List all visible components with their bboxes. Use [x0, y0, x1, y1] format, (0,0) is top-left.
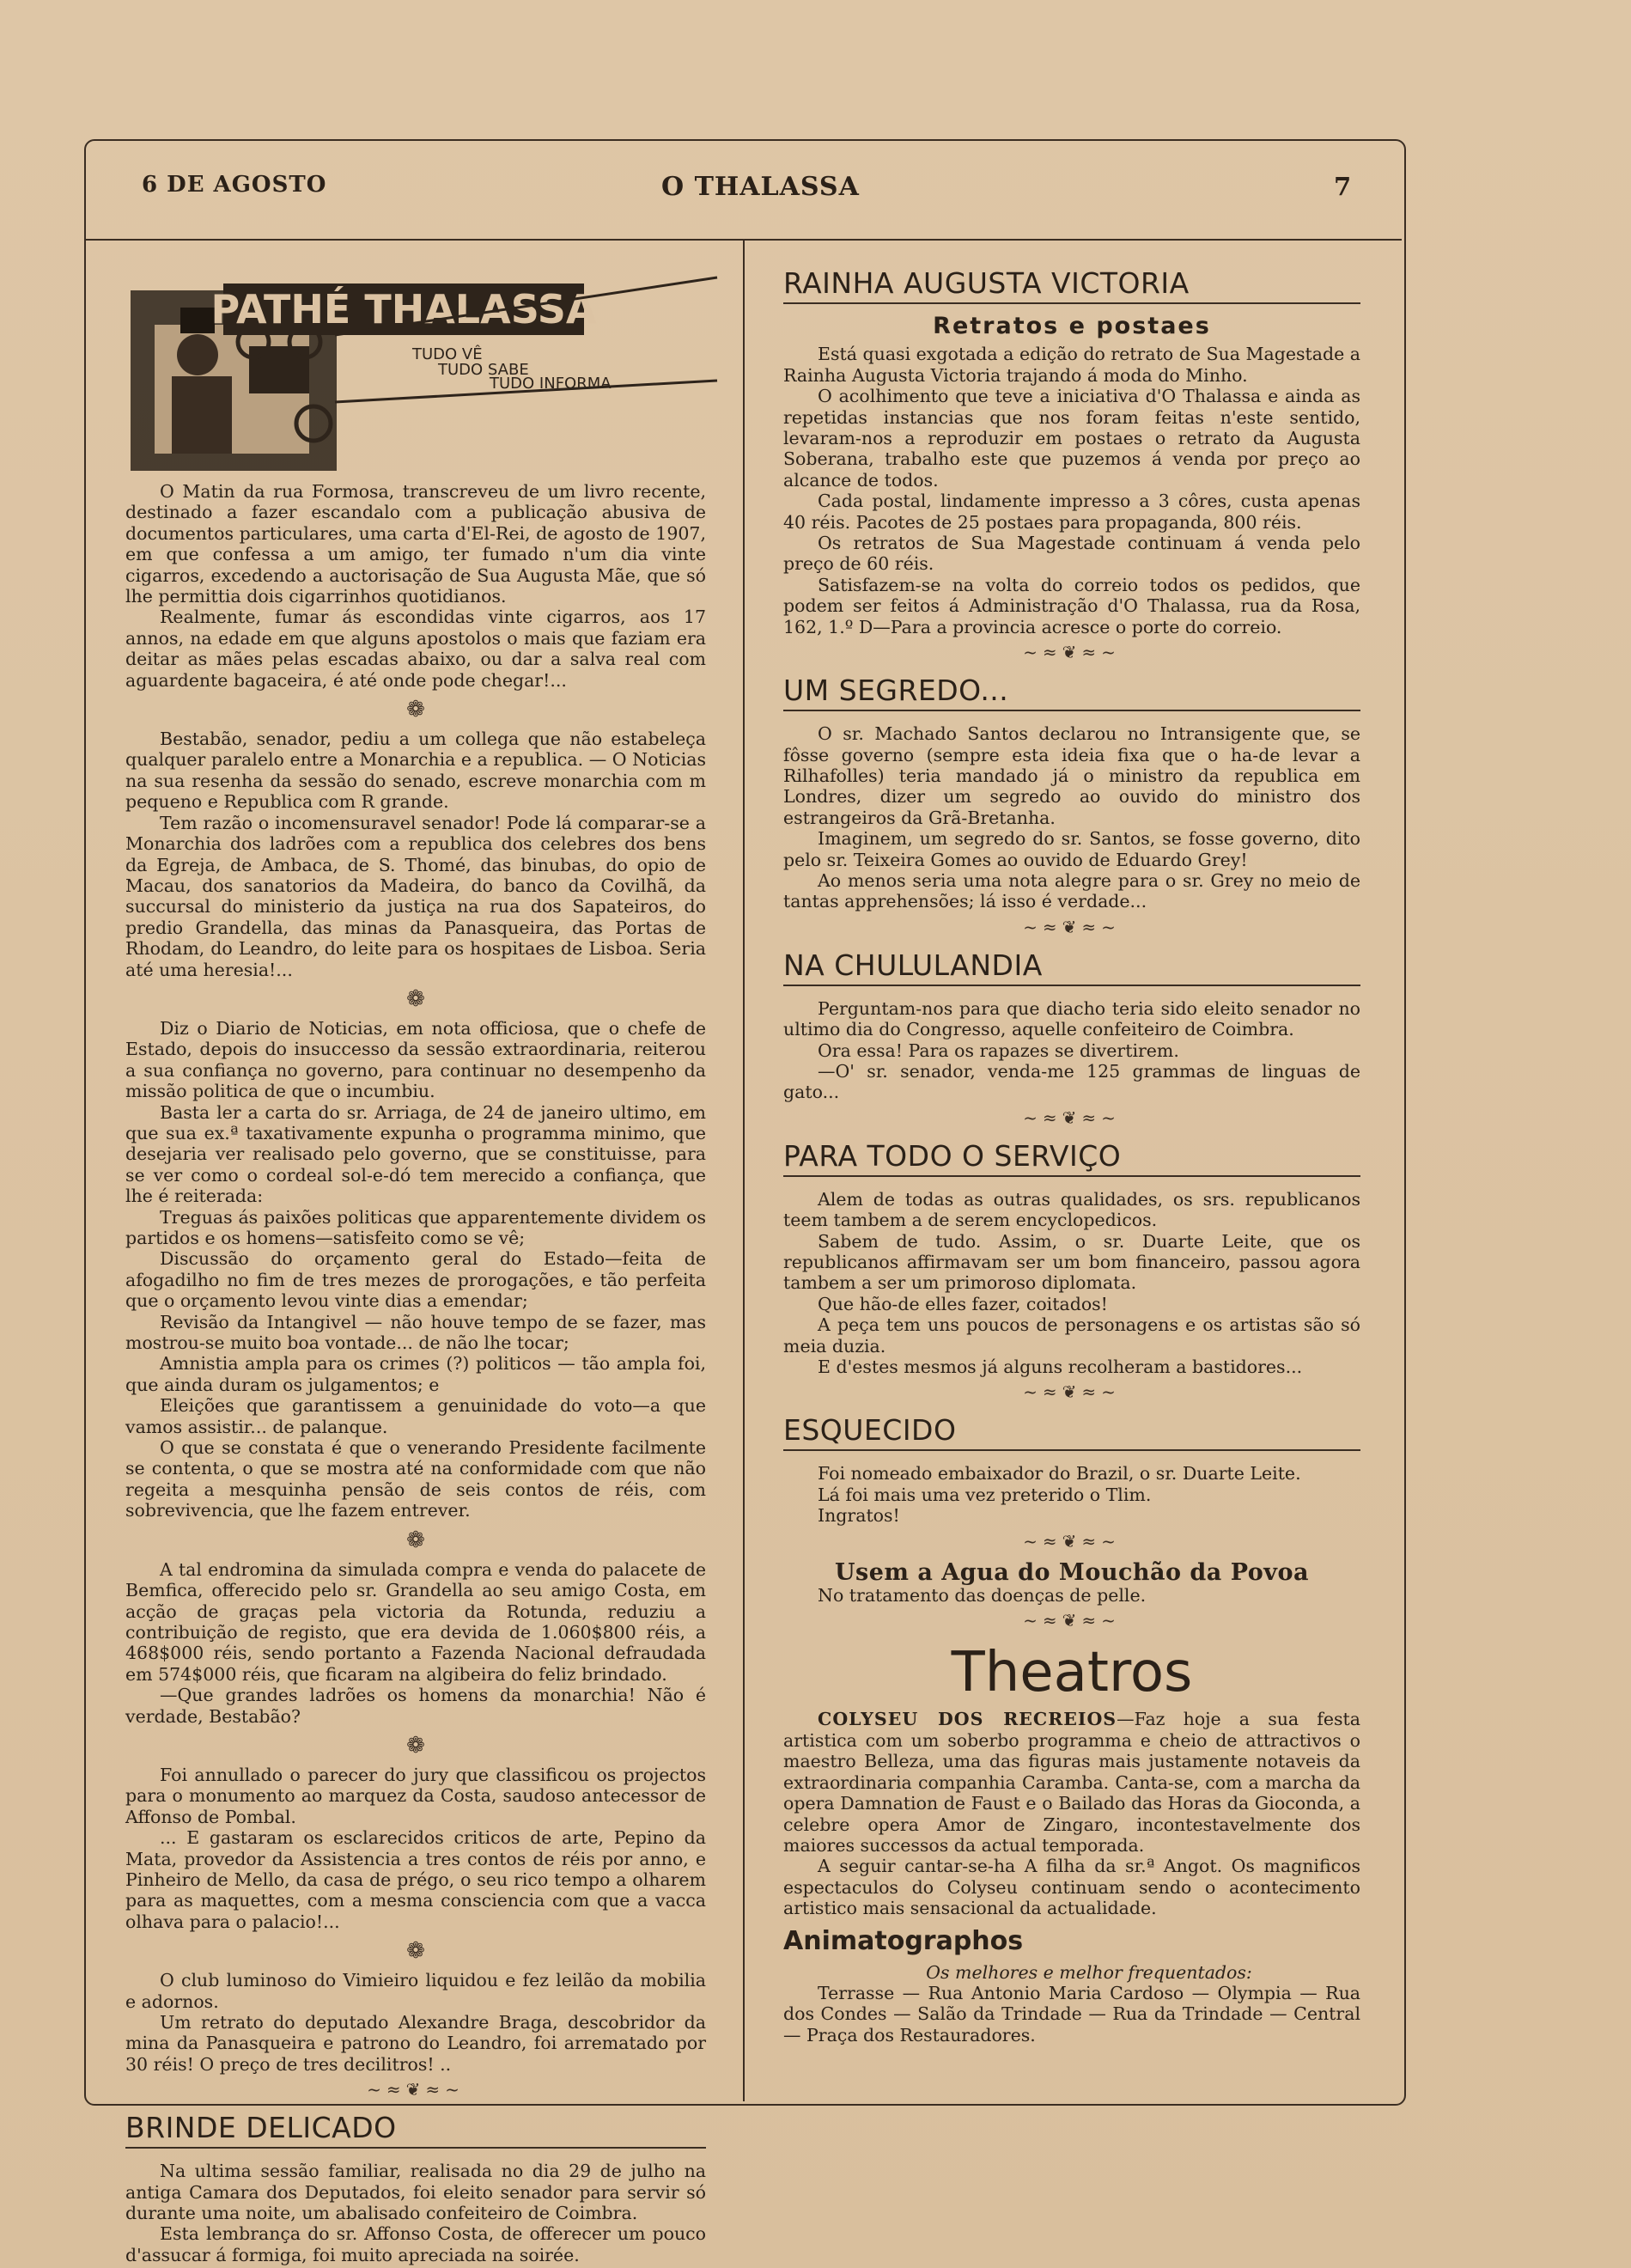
paragraph: A peça tem uns poucos de personagens e os artistas são só meia duzia.: [783, 1314, 1360, 1357]
advert-subtitle: No tratamento das doenças de pelle.: [818, 1585, 1147, 1606]
paragraph: Basta ler a carta do sr. Arriaga, de 24 de janeiro ultimo, em que sua ex.ª taxativamente expunha o programma minimo, que desejaria ver realisado pelo governo, que se constituisse, para se ver como o cordeal sol-e-dó tem merecido a confiança, que lhe é reiterada:: [125, 1101, 706, 1207]
paragraph: Diz o Diario de Noticias, em nota officiosa, que o chefe de Estado, depois do insuccesso da sessão extraordinaria, reiterou a sua confiança no governo, para continuar no desempenho da missão politica de que o incumbiu.: [125, 1017, 706, 1102]
flower-ornament: ❁: [406, 1938, 425, 1965]
flower-ornament: ❁: [406, 1527, 425, 1553]
paragraph: E d'estes mesmos já alguns recolheram a bastidores...: [818, 1357, 1303, 1378]
paragraph: Ao menos seria uma nota alegre para o sr. Grey no meio de tantas apprehensões; lá isso é verdade...: [783, 869, 1360, 912]
animatographos-subtitle: Os melhores e melhor frequentados:: [926, 1961, 1252, 1983]
flower-ornament: ❁: [406, 1732, 425, 1759]
theatre-text: —Faz hoje a sua festa artistica com um soberbo programma e cheio de attractivos o maestro Belleza, uma das figuras mais justamente notaveis da extraordinaria companhia Caramba. Canta-se, com a marcha da opera Damnation de Faust e o Bailado das Horas da Gioconda, a celebre opera Amor de Zingaro, incontestavelmente dos maiores successos da actual temporada.: [783, 1709, 1360, 1856]
paragraph: —Que grandes ladrões os homens da monarchia! Não é verdade, Bestabão?: [125, 1685, 706, 1727]
column-divider: [743, 239, 745, 2101]
section-title-brinde: BRINDE DELICADO: [125, 2111, 397, 2145]
paragraph: Revisão da Intangivel — não houve tempo de se fazer, mas mostrou-se muito boa vontade... de não lhe tocar;: [125, 1311, 706, 1354]
right-column: [783, 266, 1360, 2045]
section-rule: [783, 985, 1360, 986]
divider-ornament: ~≈❦≈~: [1023, 1381, 1121, 1403]
paragraph: O sr. Machado Santos declarou no Intransigente que, se fôsse governo (sempre esta ideia fixa que o ha-de levar a Rilhafolles) teria mandado já o ministro da republica em Londres, dizer um segredo ao ouvido do ministro dos estrangeiros da Grã-Bretanha.: [783, 723, 1360, 828]
paragraph: A seguir cantar-se-ha A filha da sr.ª Angot. Os magnificos espectaculos do Colyseu continuam sendo o acontecimento artistico mais sensacional da actualidade.: [783, 1856, 1360, 1919]
flower-ornament: ❁: [406, 697, 425, 723]
paragraph: ... E gastaram os esclarecidos criticos de arte, Pepino da Mata, provedor da Assistencia a tres contos de réis por anno, e Pinheiro de Mello, da casa de prégo, o seu rico tempo a olharem para as maquettes, com a mesma consciencia com que a vacca olhava para o palacio!...: [125, 1827, 706, 1932]
paragraph: Foi annullado o parecer do jury que classificou os projectos para o monumento ao marquez da Costa, saudoso antecessor de Affonso de Pombal.: [125, 1764, 706, 1827]
paragraph: O Matin da rua Formosa, transcreveu de um livro recente, destinado a fazer escandalo com a publicação abusiva de documentos particulares, uma carta d'El-Rei, de agosto de 1907, em que confessa a um amigo, ter fumado n'um dia vinte cigarros, excedendo a auctorisação de Sua Augusta Mãe, que só lhe permittia dois cigarrinhos quotidianos.: [125, 481, 706, 607]
paragraph: Cada postal, lindamente impresso a 3 côres, custa apenas 40 réis. Pacotes de 25 postaes para propaganda, 800 réis.: [783, 491, 1360, 533]
divider-ornament: ~≈❦≈~: [367, 2079, 465, 2100]
section-title-chululandia: NA CHULULANDIA: [783, 948, 1043, 982]
masthead-illustration: [129, 273, 721, 479]
paragraph: Esta lembrança do sr. Affonso Costa, de offerecer um pouco d'assucar á formiga, foi muito apreciada na soirée.: [125, 2223, 706, 2265]
issue-date: 6 DE AGOSTO: [142, 172, 327, 198]
paragraph: O club luminoso do Vimieiro liquidou e fez leilão da mobilia e adornos.: [125, 1970, 706, 2012]
section-rule: [783, 302, 1360, 304]
section-rule: [125, 2147, 706, 2149]
masthead-logo: PATHÉ THALASSA: [210, 286, 597, 332]
theatre-name: COLYSEU DOS RECREIOS: [818, 1709, 1117, 1730]
paragraph: Imaginem, um segredo do sr. Santos, se fosse governo, dito pelo sr. Teixeira Gomes ao ouvido de Eduardo Grey!: [783, 828, 1360, 870]
paragraph: Um retrato do deputado Alexandre Braga, descobridor da mina da Panasqueira e patrono do Leandro, foi arrematado por 30 réis! O preço de tres decilitros! ..: [125, 2012, 706, 2075]
paragraph: Perguntam-nos para que diacho teria sido eleito senador no ultimo dia do Congresso, aquelle confeiteiro de Coimbra.: [783, 997, 1360, 1040]
paragraph: A tal endromina da simulada compra e venda do palacete de Bemfica, offerecido pelo sr. Grandella ao seu amigo Costa, em acção de graças pela victoria da Rotunda, reduziu a contribuição de registo, que era devida de 1.060$800 réis, a 468$000 réis, sendo portanto a Fazenda Nacional defraudada em 574$000 réis, que ficaram na algibeira do feliz brindado.: [125, 1558, 706, 1685]
paragraph: Ingratos!: [818, 1505, 900, 1527]
paragraph: Eleições que garantissem a genuinidade do voto—a que vamos assistir... de palanque.: [125, 1395, 706, 1437]
paragraph: Está quasi exgotada a edição do retrato de Sua Magestade a Rainha Augusta Victoria trajando á moda do Minho.: [783, 344, 1360, 386]
paragraph: Foi nomeado embaixador do Brazil, o sr. Duarte Leite.: [818, 1463, 1301, 1485]
paragraph: Sabem de tudo. Assim, o sr. Duarte Leite, que os republicanos affirmavam ser um bom financeiro, passou agora tambem a ser um primoroso diplomata.: [783, 1230, 1360, 1294]
paragraph: O que se constata é que o venerando Presidente facilmente se contenta, o que se mostra até na conformidade com que não regeita a mesquinha pensão de seis contos de réis, com sobrevivencia, que lhe fazem entrever.: [125, 1437, 706, 1521]
paragraph: Satisfazem-se na volta do correio todos os pedidos, que podem ser feitos á Administração d'O Thalassa, rua da Rosa, 162, 1.º D—Para a provincia acresce o porte do correio.: [783, 574, 1360, 637]
paragraph: Amnistia ampla para os crimes (?) politicos — tão ampla foi, que ainda duram os julgamentos; e: [125, 1353, 706, 1395]
flower-ornament: ❁: [406, 985, 425, 1012]
paragraph: Treguas ás paixões politicas que apparentemente dividem os partidos e os homens—satisfeito como se vê;: [125, 1206, 706, 1248]
paragraph: Tem razão o incomensuravel senador! Pode lá comparar-se a Monarchia dos ladrões com a republica dos celebres dos bens da Egreja, de Ambaca, de S. Thomé, das binubas, do opio de Macau, dos sanatorios da Madeira, do banco da Covilhã, da succursal do ministerio da justiça na rua dos Sapateiros, do predio Grandella, das minas da Panasqueira, das Portas de Rhodam, do Leandro, do leite para os hospitaes de Lisboa. Seria até uma heresia!...: [125, 812, 706, 980]
paragraph: O acolhimento que teve a iniciativa d'O Thalassa e ainda as repetidas instancias que nos foram feitas n'este sentido, levaram-nos a reproduzir em postaes o retrato da Augusta Soberana, trabalho este que puzemos á venda por preço ao alcance de todos.: [783, 386, 1360, 491]
paragraph: Alem de todas as outras qualidades, os srs. republicanos teem tambem a de serem encyclopedicos.: [783, 1188, 1360, 1231]
paragraph: Realmente, fumar ás escondidas vinte cigarros, aos 17 annos, na edade em que alguns apostolos o mais que faziam era deitar as mães pelas escadas abaixo, ou dar a salva real com aguardente bagaceira, é até onde pode chegar!...: [125, 607, 706, 691]
paragraph: —O' sr. senador, venda-me 125 grammas de linguas de gato...: [783, 1060, 1360, 1103]
divider-ornament: ~≈❦≈~: [1023, 1610, 1121, 1631]
divider-ornament: ~≈❦≈~: [1023, 916, 1121, 937]
paragraph: Ora essa! Para os rapazes se divertirem.: [818, 1040, 1179, 1061]
section-title-animatographos: Animatographos: [783, 1925, 1024, 1956]
section-title-servico: PARA TODO O SERVIÇO: [783, 1138, 1122, 1173]
paragraph: Na ultima sessão familiar, realisada no dia 29 de julho na antiga Camara dos Deputados, foi eleito senador para servir só durante uma noite, um abalisado confeiteiro de Coimbra.: [125, 2161, 706, 2224]
paragraph: Discussão do orçamento geral do Estado—feita de afogadilho no fim de tres mezes de prorogações, e tão perfeita que o orçamento levou vinte dias a emendar;: [125, 1248, 706, 1312]
newspaper-title: O THALASSA: [661, 172, 860, 202]
masthead-motto-3: TUDO INFORMA: [490, 375, 612, 393]
pathe-thalassa-masthead: [129, 273, 721, 479]
left-column: [125, 481, 706, 2265]
section-title-rainha: RAINHA AUGUSTA VICTORIA: [783, 266, 1190, 300]
subtitle-retratos: Retratos e postaes: [933, 313, 1211, 339]
divider-ornament: ~≈❦≈~: [1023, 1107, 1121, 1128]
paragraph: Bestabão, senador, pediu a um collega que não estabeleça qualquer paralelo entre a Monarchia e a republica. — O Noticias na sua resenha da sessão do senado, escreve monarchia com m pequeno e Republica com R grande.: [125, 729, 706, 813]
divider-ornament: ~≈❦≈~: [1023, 1530, 1121, 1552]
page-number: 7: [1334, 172, 1353, 201]
paragraph-coliseu: [783, 1709, 1360, 1856]
section-rule: [783, 1449, 1360, 1451]
paragraph: Que hão-de elles fazer, coitados!: [818, 1293, 1108, 1314]
divider-ornament: ~≈❦≈~: [1023, 642, 1121, 663]
masthead-motto-1: TUDO VÊ: [412, 345, 483, 363]
section-title-esquecido: ESQUECIDO: [783, 1413, 957, 1448]
animatographos-list: Terrasse — Rua Antonio Maria Cardoso — Olympia — Rua dos Condes — Salão da Trindade — Rua da Trindade — Central — Praça dos Restauradores.: [783, 1982, 1360, 2045]
section-rule: [783, 1175, 1360, 1177]
masthead-motto-2: TUDO SABE: [438, 361, 529, 379]
paragraph: Os retratos de Sua Magestade continuam á venda pelo preço de 60 réis.: [783, 533, 1360, 575]
section-rule: [783, 710, 1360, 711]
advert-agua-mouchao: Usem a Agua do Mouchão da Povoa: [835, 1558, 1309, 1586]
paragraph: Lá foi mais uma vez preterido o Tlim.: [818, 1484, 1152, 1505]
section-title-segredo: UM SEGREDO...: [783, 674, 1009, 708]
section-title-theatros: Theatros: [951, 1641, 1193, 1705]
